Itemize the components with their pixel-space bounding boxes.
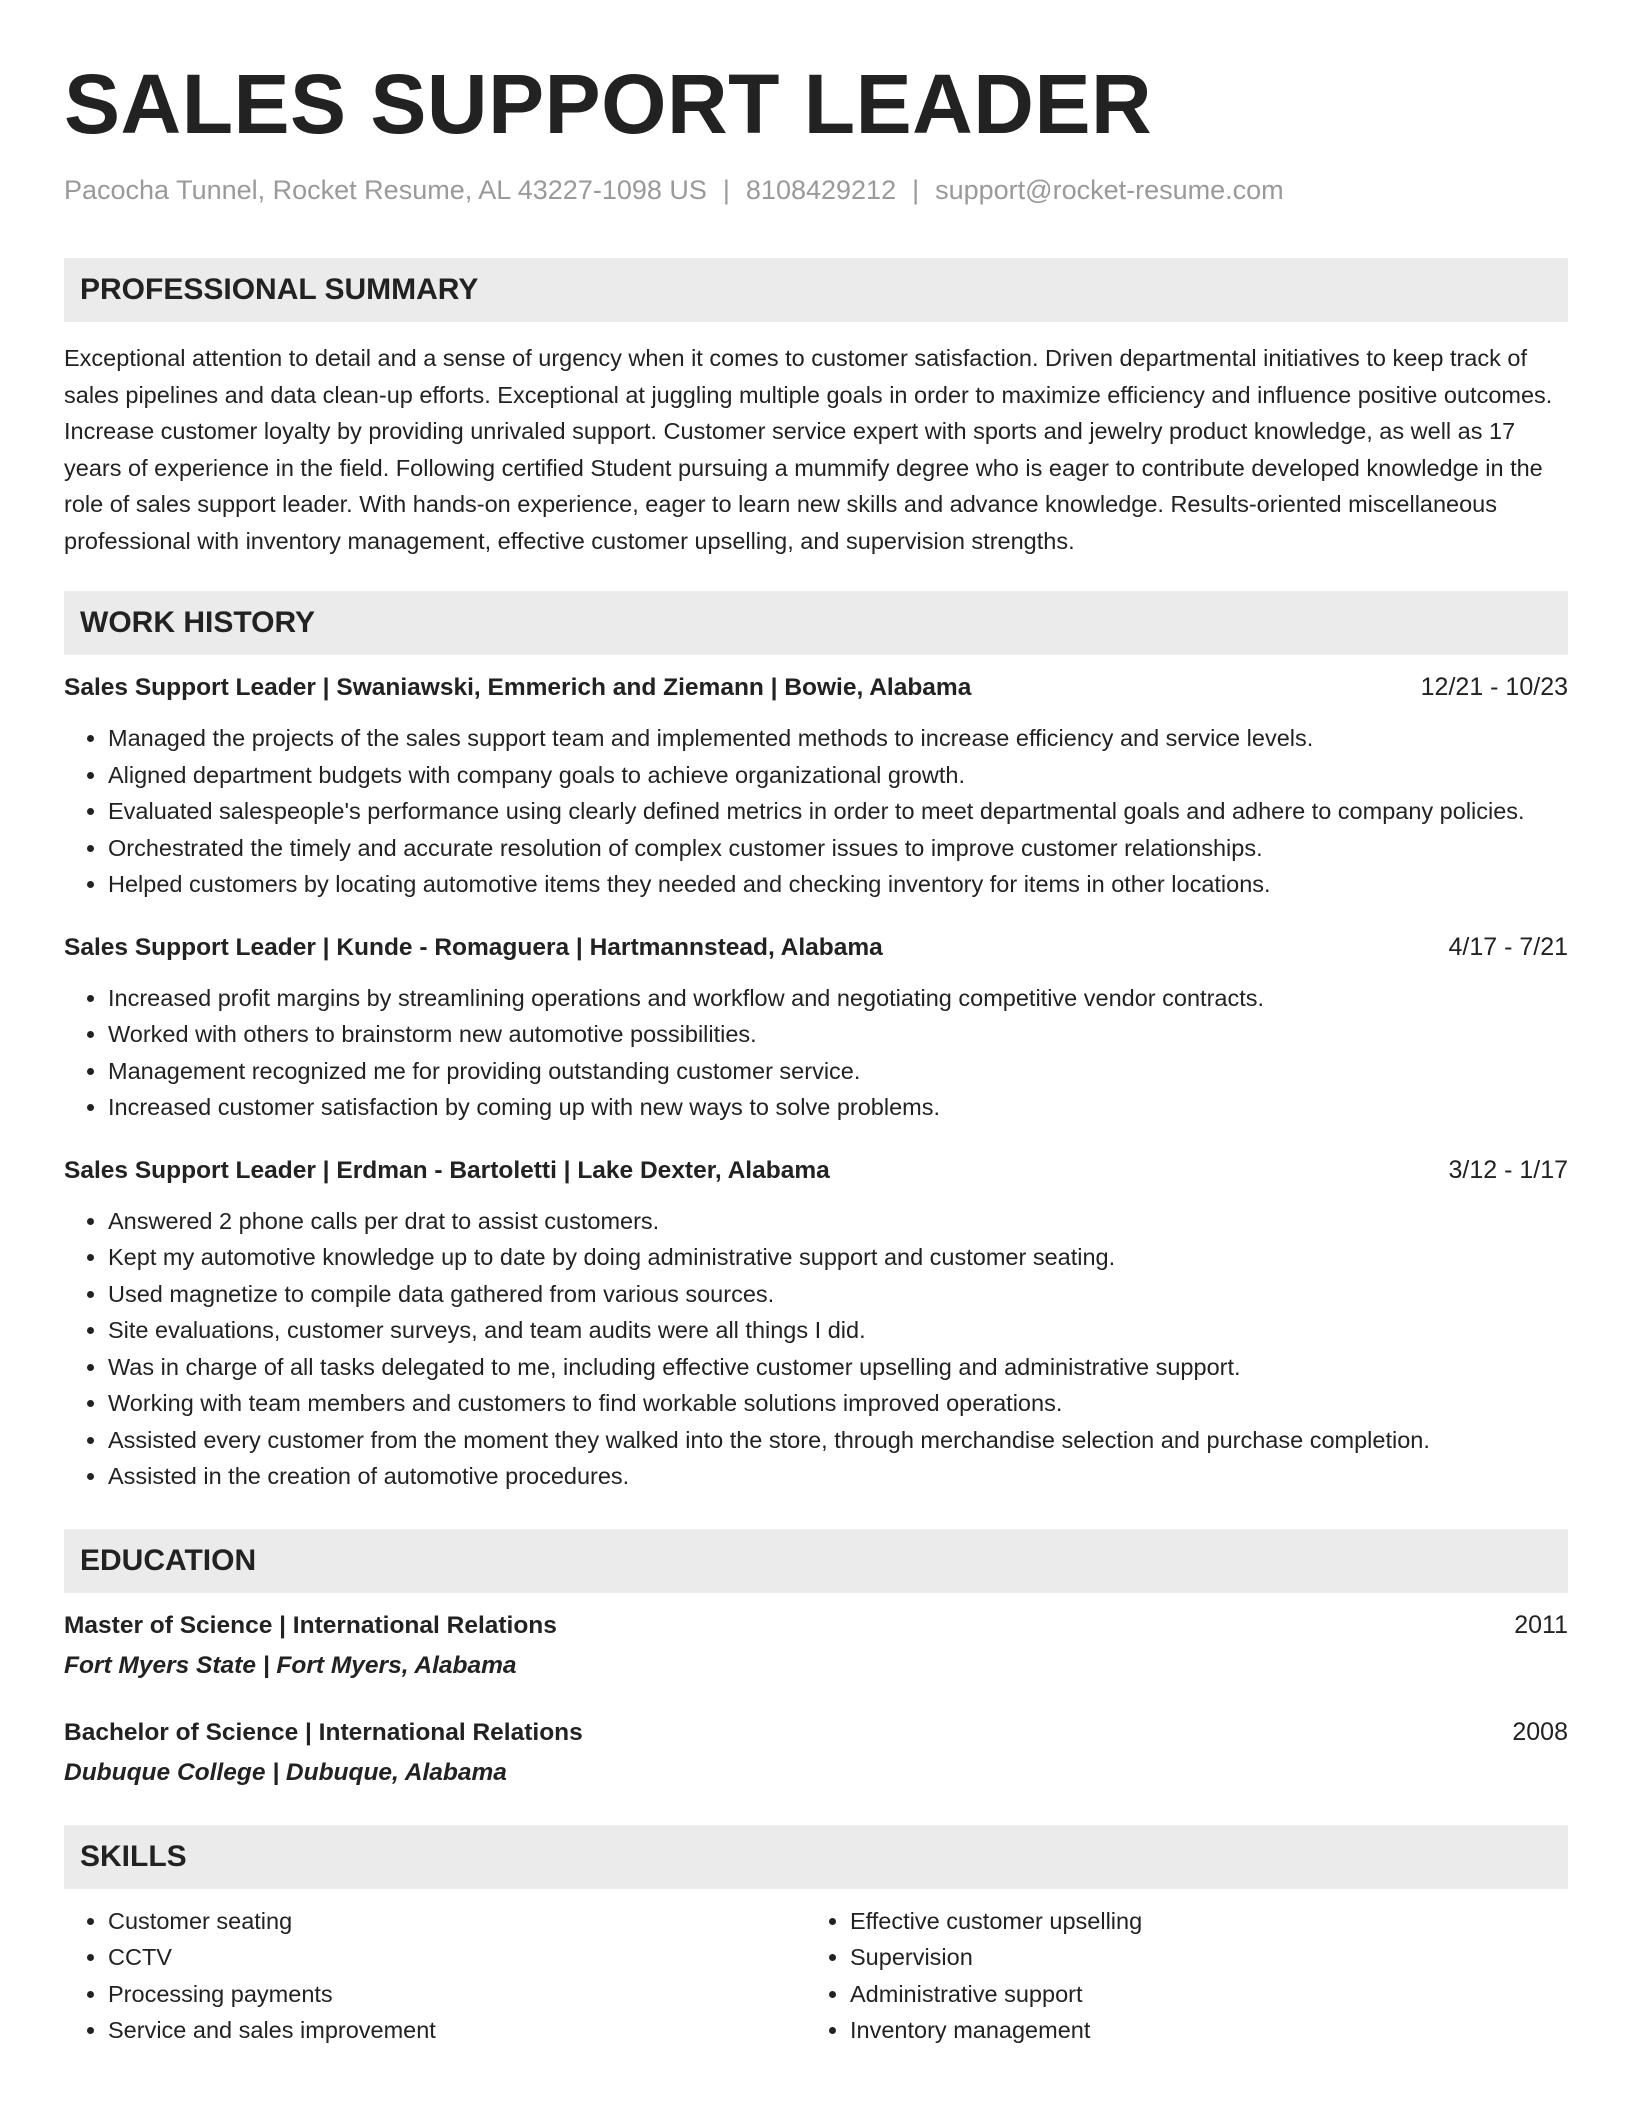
skill-item: • Supervision [850, 1939, 1548, 1976]
job-entry [64, 929, 1568, 1126]
job-bullet: • Increased profit margins by streamlining operations and workflow and negotiating competitive vendor contracts. [108, 980, 1568, 1017]
job-entry [64, 1152, 1568, 1495]
job-bullets [64, 980, 1568, 1126]
job-bullet: • Working with team members and customers to find workable solutions improved operations. [108, 1385, 1568, 1422]
skills-column-left [64, 1903, 806, 2049]
job-bullet: • Increased customer satisfaction by coming up with new ways to solve problems. [108, 1089, 1568, 1126]
job-title: Sales Support Leader | Kunde - Romaguera | Hartmannstead, Alabama [64, 933, 883, 961]
summary-text: Exceptional attention to detail and a sense of urgency when it comes to customer satisfaction. Driven departmental initiatives to keep track of sales pipelines and data clean-up efforts. Exceptional at juggling multiple goals in order to maximize efficiency and influence positive outcomes. Increase customer loyalty by providing unrivaled support. Customer service expert with sports and jewelry product knowledge, as well as 17 years of experience in the field. Following certified Student pursuing a mummify degree who is eager to contribute developed knowledge in the role of sales support leader. With hands-on experience, eager to learn new skills and advance knowledge. Results-oriented miscellaneous professional with inventory management, effective customer upselling, and supervision strengths. [64, 345, 1553, 554]
contact-line [64, 172, 1568, 208]
job-bullet: • Assisted in the creation of automotive procedures. [108, 1458, 1568, 1495]
section-header-skills: SKILLS [64, 1825, 1568, 1889]
skill-item: • Service and sales improvement [108, 2012, 806, 2049]
job-bullet: • Kept my automotive knowledge up to date by doing administrative support and customer seating. [108, 1239, 1568, 1276]
section-header-summary: PROFESSIONAL SUMMARY [64, 258, 1568, 322]
job-dates: 3/12 - 1/17 [1448, 1155, 1568, 1184]
job-bullet: • Answered 2 phone calls per drat to assist customers. [108, 1203, 1568, 1240]
skill-item: • Inventory management [850, 2012, 1548, 2049]
resume-page [64, 0, 1568, 2049]
contact-separator: | [912, 175, 920, 205]
skill-item: • Processing payments [108, 1976, 806, 2013]
degree-title: Bachelor of Science | International Relations [64, 1718, 583, 1746]
section-header-work-history: WORK HISTORY [64, 591, 1568, 655]
job-bullet: • Worked with others to brainstorm new automotive possibilities. [108, 1016, 1568, 1053]
job-bullet: • Aligned department budgets with company goals to achieve organizational growth. [108, 757, 1568, 794]
job-bullet: • Evaluated salespeople's performance using clearly defined metrics in order to meet departmental goals and adhere to company policies. [108, 793, 1568, 830]
skills-grid [64, 1903, 1568, 2049]
job-title: Sales Support Leader | Swaniawski, Emmerich and Ziemann | Bowie, Alabama [64, 674, 972, 701]
job-title: Sales Support Leader | Erdman - Bartoletti | Lake Dexter, Alabama [64, 1156, 830, 1184]
contact-phone: 8108429212 [745, 175, 897, 205]
skill-item: • Administrative support [850, 1976, 1548, 2013]
contact-address: Pacocha Tunnel, Rocket Resume, AL 43227-1098 US [64, 175, 707, 205]
job-bullet: • Managed the projects of the sales support team and implemented methods to increase efficiency and service levels. [108, 720, 1568, 757]
education-entry [64, 1607, 1568, 1684]
graduation-year: 2011 [1514, 1610, 1568, 1639]
job-bullet: • Site evaluations, customer surveys, and team audits were all things I did. [108, 1312, 1568, 1349]
job-bullet: • Assisted every customer from the moment they walked into the store, through merchandise selection and purchase completion. [108, 1422, 1568, 1459]
job-bullet: • Orchestrated the timely and accurate resolution of complex customer issues to improve customer relationships. [108, 830, 1568, 867]
resume-name: SALES SUPPORT LEADER [64, 57, 1153, 151]
school-name: Fort Myers State | Fort Myers, Alabama [64, 1651, 517, 1679]
job-bullet: • Helped customers by locating automotive items they needed and checking inventory for items in other locations. [108, 866, 1568, 903]
job-bullets [64, 1203, 1568, 1495]
job-bullet: • Used magnetize to compile data gathered from various sources. [108, 1276, 1568, 1313]
skills-column-right [806, 1903, 1548, 2049]
skill-item: • Customer seating [108, 1903, 806, 1940]
degree-title: Master of Science | International Relations [64, 1611, 557, 1639]
section-header-education: EDUCATION [64, 1529, 1568, 1593]
job-bullets [64, 720, 1568, 903]
contact-email: support@rocket-resume.com [935, 175, 1284, 205]
contact-separator: | [722, 175, 730, 205]
job-bullet: • Was in charge of all tasks delegated to me, including effective customer upselling and administrative support. [108, 1349, 1568, 1386]
job-bullet: • Management recognized me for providing outstanding customer service. [108, 1053, 1568, 1090]
skill-item: • CCTV [108, 1939, 806, 1976]
education-entry [64, 1714, 1568, 1791]
job-dates: 4/17 - 7/21 [1448, 932, 1568, 961]
skill-item: • Effective customer upselling [850, 1903, 1548, 1940]
school-name: Dubuque College | Dubuque, Alabama [64, 1758, 507, 1786]
job-dates: 12/21 - 10/23 [1420, 673, 1568, 701]
graduation-year: 2008 [1512, 1717, 1568, 1746]
job-entry [64, 669, 1568, 903]
